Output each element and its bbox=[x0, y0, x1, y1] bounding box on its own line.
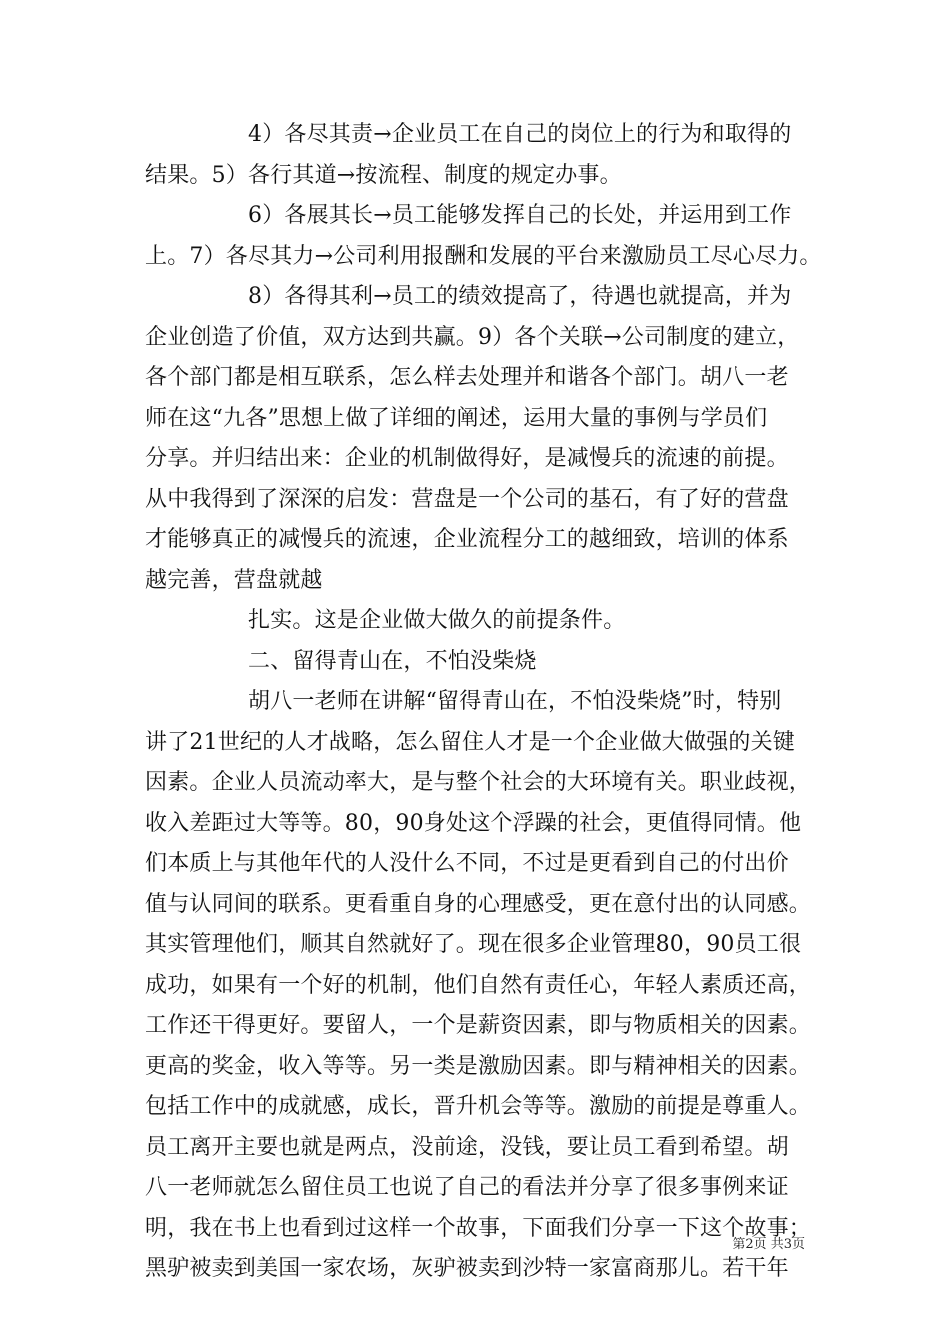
text-line: 6）各展其长→员工能够发挥自己的长处，并运用到工作 bbox=[248, 203, 792, 228]
text-line: 越完善，营盘就越 bbox=[145, 567, 323, 593]
page-footer: 第2页 共3页 bbox=[732, 1237, 805, 1252]
text-line: 明，我在书上也看到过这样一个故事，下面我们分享一下这个故事； bbox=[145, 1215, 812, 1241]
text-line: 八一老师就怎么留住员工也说了自己的看法并分享了很多事例来证 bbox=[145, 1175, 789, 1200]
document-body bbox=[145, 115, 822, 1290]
text-line: 4）各尽其责→企业员工在自己的岗位上的行为和取得的 bbox=[248, 122, 792, 147]
text-line: 8）各得其利→员工的绩效提高了，待遇也就提高，并为 bbox=[248, 284, 792, 309]
text-line: 包括工作中的成就感，成长，晋升机会等等。激励的前提是尊重人。 bbox=[145, 1094, 812, 1119]
text-line: 从中我得到了深深的启发：营盘是一个公司的基石，有了好的营盘 bbox=[145, 486, 789, 512]
text-line: 因素。企业人员流动率大，是与整个社会的大环境有关。职业歧视， bbox=[145, 770, 812, 795]
text-line: 成功，如果有一个好的机制，他们自然有责任心，年轻人素质还高， bbox=[145, 972, 812, 998]
text-line: 工作还干得更好。要留人，一个是薪资因素，即与物质相关的因素。 bbox=[145, 1013, 812, 1038]
text-line: 二、留得青山在，不怕没柴烧 bbox=[248, 648, 537, 674]
text-line: 扎实。这是企业做大做久的前提条件。 bbox=[248, 608, 626, 633]
text-line: 值与认同间的联系。更看重自身的心理感受，更在意付出的认同感。 bbox=[145, 891, 812, 917]
text-line: 收入差距过大等等。80，90身处这个浮躁的社会，更值得同情。他 bbox=[145, 810, 802, 836]
text-line: 其实管理他们，顺其自然就好了。现在很多企业管理80，90员工很 bbox=[145, 932, 802, 957]
text-line: 师在这“九各”思想上做了详细的阐述，运用大量的事例与学员们 bbox=[145, 405, 768, 431]
text-line: 才能够真正的减慢兵的流速，企业流程分工的越细致，培训的体系 bbox=[145, 527, 789, 552]
text-line: 更高的奖金，收入等等。另一类是激励因素。即与精神相关的因素。 bbox=[145, 1053, 812, 1079]
text-line: 结果。5）各行其道→按流程、制度的规定办事。 bbox=[145, 162, 622, 188]
text-line: 们本质上与其他年代的人没什么不同，不过是更看到自己的付出价 bbox=[145, 851, 789, 876]
text-line: 员工离开主要也就是两点，没前途，没钱，要让员工看到希望。胡 bbox=[145, 1134, 789, 1160]
text-line: 企业创造了价值，双方达到共赢。9）各个关联→公司制度的建立， bbox=[145, 324, 800, 350]
text-line: 讲了21世纪的人才战略，怎么留住人才是一个企业做大做强的关键 bbox=[145, 729, 795, 755]
text-line: 黑驴被卖到美国一家农场，灰驴被卖到沙特一家富商那儿。若干年 bbox=[145, 1256, 789, 1281]
text-line: 胡八一老师在讲解“留得青山在，不怕没柴烧”时，特别 bbox=[248, 689, 782, 714]
text-line: 各个部门都是相互联系，怎么样去处理并和谐各个部门。胡八一老 bbox=[145, 365, 789, 390]
text-line: 分享。并归结出来：企业的机制做得好，是减慢兵的流速的前提。 bbox=[145, 446, 789, 471]
text-line: 上。7）各尽其力→公司利用报酬和发展的平台来激励员工尽心尽力。 bbox=[145, 243, 822, 269]
